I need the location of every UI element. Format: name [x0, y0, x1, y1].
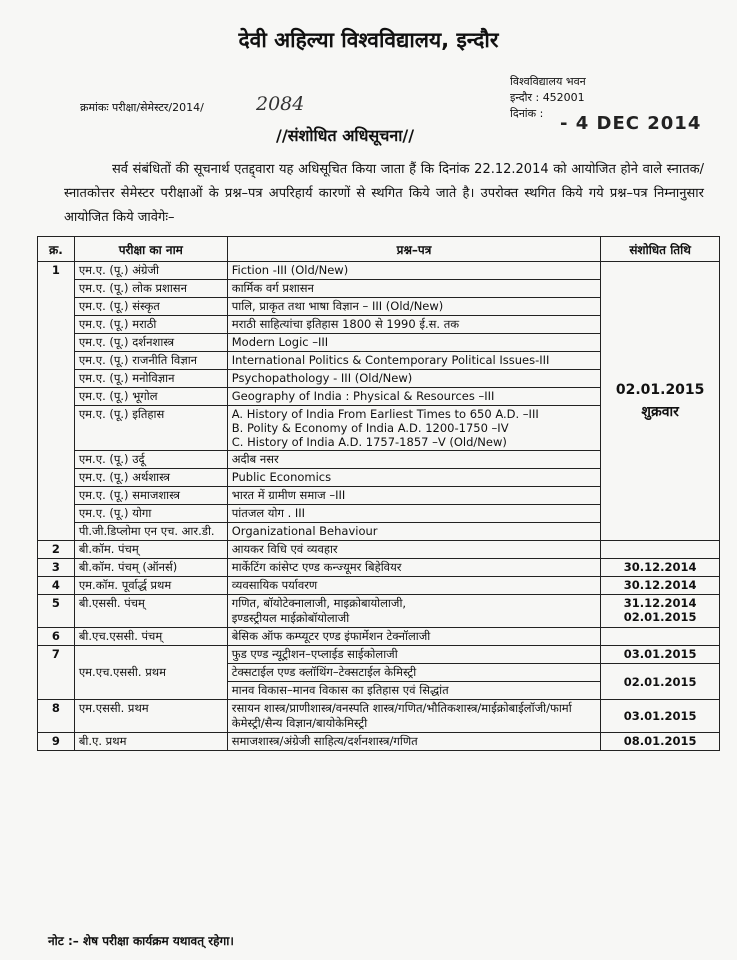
revised-date: 31.12.2014	[623, 596, 697, 610]
table-row	[38, 595, 720, 628]
paper-name: मार्केटिंग कांसेप्ट एण्ड कन्ज्यूमर बिहेवियर	[227, 559, 601, 577]
exam-name: बी.एच.एससी. पंचम्	[74, 628, 227, 646]
paper-name: रसायन शास्त्र/प्राणीशास्त्र/वनस्पति शास्त्र/गणित/भौतिकशास्त्र/माईक्रोबाईलॉजी/फार्मा केमेस्ट्री/सैन्य विज्ञान/बायोकेमिस्ट्री	[227, 700, 601, 733]
paper-name: मानव विकास–मानव विकास का इतिहास एवं सिद्धांत	[227, 682, 601, 700]
reference-label: क्रमांकः परीक्षा/सेमेस्टर/2014/	[80, 101, 204, 114]
row-number: 1	[38, 262, 75, 541]
exam-name: एम.ए. (पू.) मराठी	[74, 316, 227, 334]
paper-name: कार्मिक वर्ग प्रशासन	[227, 280, 601, 298]
paper-name: समाजशास्त्र/अंग्रेजी साहित्य/दर्शनशास्त्र/गणित	[227, 733, 601, 751]
exam-name: एम.ए. (पू.) लोक प्रशासन	[74, 280, 227, 298]
exam-name: एम.कॉम. पूर्वार्द्ध प्रथम	[74, 577, 227, 595]
paper-name: पांतजल योग . III	[227, 505, 601, 523]
paper-name: अदीब नसर	[227, 451, 601, 469]
col-header-exam: परीक्षा का नाम	[74, 237, 227, 262]
revised-date	[601, 628, 720, 646]
exam-name: एम.एससी. प्रथम	[74, 700, 227, 733]
revised-date: 08.01.2015	[601, 733, 720, 751]
subject-heading: //संशोधित अधिसूचना//	[276, 126, 415, 145]
paper-name: C. History of India A.D. 1757-1857 –V (Old/New)	[231, 435, 507, 449]
exam-name: एम.ए. (पू.) मनोविज्ञान	[74, 370, 227, 388]
row-number: 6	[38, 628, 75, 646]
revised-day: शुक्रवार	[641, 404, 679, 420]
paper-list	[227, 595, 601, 628]
paper-list	[227, 406, 601, 451]
exam-name: एम.एच.एससी. प्रथम	[74, 646, 227, 700]
university-title: देवी अहिल्या विश्वविद्यालय, इन्दौर	[238, 28, 499, 52]
exam-name: एम.ए. (पू.) योगा	[74, 505, 227, 523]
paper-name: आयकर विधि एवं व्यवहार	[227, 541, 601, 559]
revised-date: 02.01.2015	[615, 382, 705, 398]
paper-name: Psychopathology - III (Old/New)	[227, 370, 601, 388]
row-number: 4	[38, 577, 75, 595]
revised-date: 03.01.2015	[601, 700, 720, 733]
date-stamp: - 4 DEC 2014	[560, 113, 702, 134]
table-row	[38, 646, 720, 664]
row-number: 7	[38, 646, 75, 700]
exam-name: बी.कॉम. पंचम्	[74, 541, 227, 559]
exam-name: बी.एससी. पंचम्	[74, 595, 227, 628]
paper-name: मराठी साहित्यांचा इतिहास 1800 से 1990 ई.स. तक	[227, 316, 601, 334]
exam-name: एम.ए. (पू.) इतिहास	[74, 406, 227, 451]
paper-name: बेसिक ऑफ कम्प्यूटर एण्ड इंफार्मेशन टेक्नॉलाजी	[227, 628, 601, 646]
revised-date: 02.01.2015	[623, 610, 697, 624]
table-row	[38, 541, 720, 559]
schedule-table	[37, 236, 720, 751]
paper-name: Organizational Behaviour	[227, 523, 601, 541]
exam-name: एम.ए. (पू.) संस्कृत	[74, 298, 227, 316]
paper-name: A. History of India From Earliest Times to 650 A.D. –III	[231, 407, 539, 421]
row-number: 8	[38, 700, 75, 733]
revised-date: 30.12.2014	[601, 559, 720, 577]
revised-date-cell	[601, 595, 720, 628]
paper-name: भारत में ग्रामीण समाज –III	[227, 487, 601, 505]
exam-name: एम.ए. (पू.) अंग्रेजी	[74, 262, 227, 280]
exam-name: पी.जी.डिप्लोमा एन एच. आर.डी.	[74, 523, 227, 541]
exam-name: एम.ए. (पू.) दर्शनशास्त्र	[74, 334, 227, 352]
table-row	[38, 262, 720, 280]
row-number: 3	[38, 559, 75, 577]
address-line: विश्वविद्यालय भवन	[510, 75, 586, 88]
paper-name: गणित, बॉयोटेक्नालाजी, माइक्रोबायोलाजी,	[231, 596, 407, 610]
footer-note: नोट :– शेष परीक्षा कार्यक्रम यथावत् रहेगा।	[48, 934, 234, 948]
exam-name: एम.ए. (पू.) समाजशास्त्र	[74, 487, 227, 505]
exam-name: बी.ए. प्रथम	[74, 733, 227, 751]
col-header-date: संशोधित तिथि	[601, 237, 720, 262]
exam-name: एम.ए. (पू.) राजनीति विज्ञान	[74, 352, 227, 370]
table-row	[38, 559, 720, 577]
paper-name: B. Polity & Economy of India A.D. 1200-1750 –IV	[231, 421, 509, 435]
paper-name: Fiction -III (Old/New)	[227, 262, 601, 280]
table-row	[38, 577, 720, 595]
row-number: 5	[38, 595, 75, 628]
date-label: दिनांक :	[510, 107, 544, 120]
paper-name: Modern Logic –III	[227, 334, 601, 352]
paper-name: टेक्सटाईल एण्ड क्लॉथिंग–टेक्सटाईल केमिस्ट्री	[227, 664, 601, 682]
exam-name: एम.ए. (पू.) अर्थशास्त्र	[74, 469, 227, 487]
table-row	[38, 700, 720, 733]
body-text: सर्व संबंधितों की सूचनार्थ एतद्द्वारा यह अधिसूचित किया जाता हैं कि दिनांक 22.12.2014 को आयोजित होने वाले स्नातक/स्नातकोत्तर सेमेस्टर परीक्षाओं के प्रश्न–पत्र अपरिहार्य कारणों से स्थगित किये जाते है। उपरोक्त स्थगित किये गये प्रश्न–पत्र निम्नानुसार आयोजित किये जावेगेः–	[64, 162, 704, 225]
table-row	[38, 628, 720, 646]
exam-name: एम.ए. (पू.) भूगोल	[74, 388, 227, 406]
revised-date	[601, 541, 720, 559]
body-paragraph	[64, 158, 704, 230]
revised-date-cell	[601, 262, 720, 541]
exam-name: बी.कॉम. पंचम् (ऑनर्स)	[74, 559, 227, 577]
exam-name: एम.ए. (पू.) उर्दू	[74, 451, 227, 469]
row-number: 9	[38, 733, 75, 751]
col-header-paper: प्रश्न–पत्र	[227, 237, 601, 262]
paper-name: पालि, प्राकृत तथा भाषा विज्ञान – III (Old/New)	[227, 298, 601, 316]
address-line: इन्दौर : 452001	[510, 91, 585, 104]
col-header-no: क्र.	[38, 237, 75, 262]
row-number: 2	[38, 541, 75, 559]
revised-date: 30.12.2014	[601, 577, 720, 595]
paper-name: व्यवसायिक पर्यावरण	[227, 577, 601, 595]
paper-name: फुड एण्ड न्यूट्रीशन–एप्लाईड साईकोलाजी	[227, 646, 601, 664]
table-row	[38, 733, 720, 751]
paper-name: इण्डस्ट्रीयल माईक्रोबॉयोलाजी	[231, 611, 350, 625]
revised-date: 02.01.2015	[601, 664, 720, 700]
reference-number: 2084	[256, 93, 305, 115]
table-header-row	[38, 237, 720, 262]
paper-name: Geography of India : Physical & Resources –III	[227, 388, 601, 406]
paper-name: International Politics & Contemporary Political Issues-III	[227, 352, 601, 370]
paper-name: Public Economics	[227, 469, 601, 487]
revised-date: 03.01.2015	[601, 646, 720, 664]
